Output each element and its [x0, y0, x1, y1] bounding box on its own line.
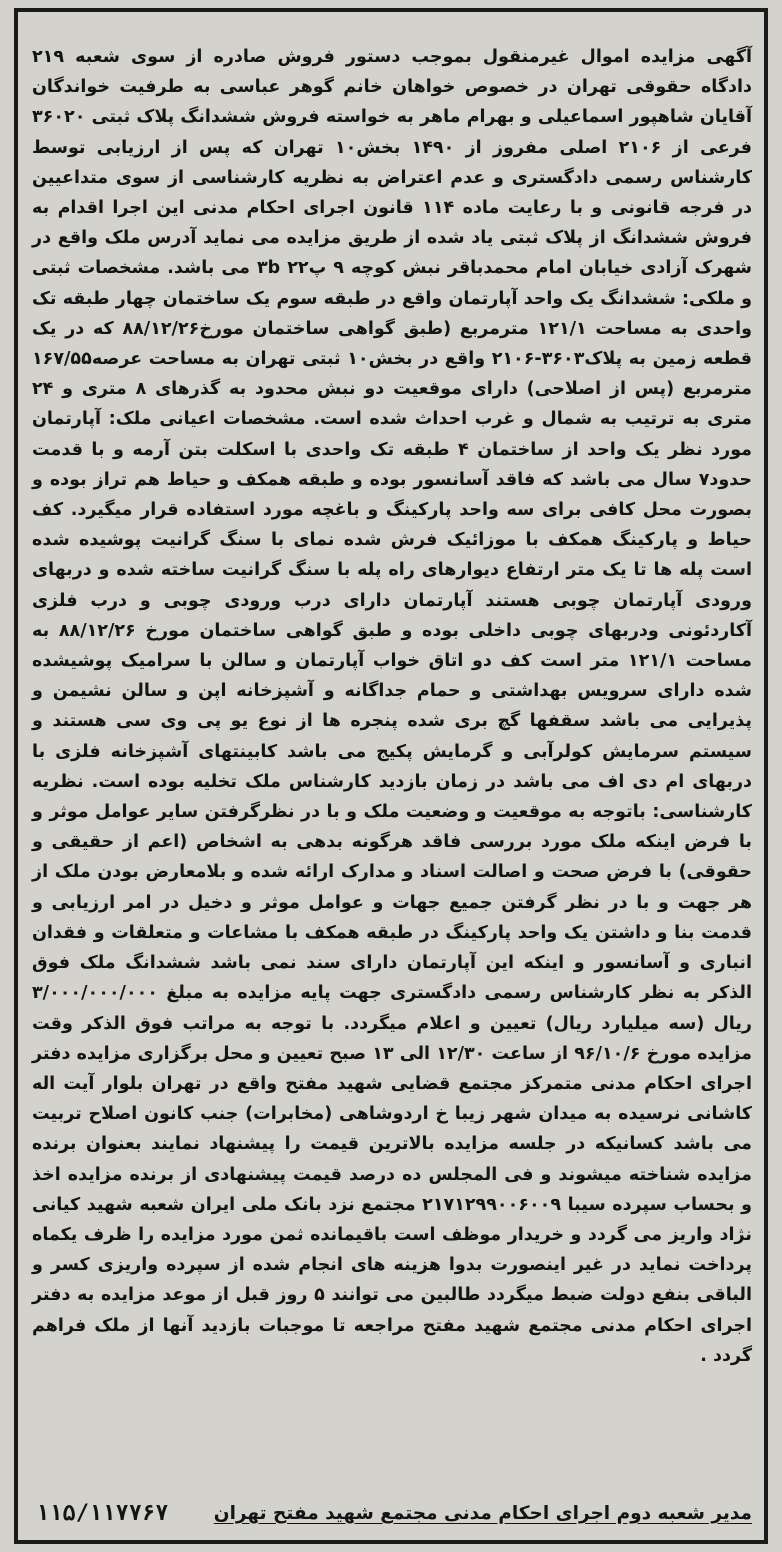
reference-number: ۱۱۵/۱۱۷۷۶۷: [36, 1500, 169, 1526]
notice-border: [14, 8, 768, 1544]
notice-footer: [36, 1496, 752, 1530]
notice-body: [32, 42, 752, 1371]
signature-line: مدیر شعبه دوم اجرای احکام مدنی مجتمع شهید مفتح تهران: [213, 1502, 752, 1524]
notice-paragraph: آگهی مزایده اموال غیرمنقول بموجب دستور فروش صادره از سوی شعبه ۲۱۹ دادگاه حقوقی تهران در خصوص خواهان خانم گوهر عباسی به طرفیت خواندگان آقایان شاهپور اسماعیلی و بهرام ماهر به خواسته فروش ششدانگ پلاک ثبتی ۳۶۰۲۰ فرعی از ۲۱۰۶ اصلی مفروز از ۱۴۹۰ بخش۱۰ تهران که پس از ارزیابی توسط کارشناس رسمی دادگستری و عدم اعتراض به نظریه کارشناسی از سوی متداعیین در فرجه قانونی و با رعایت ماده ۱۱۴ قانون اجرای احکام مدنی این اجرا اقدام به فروش ششدانگ از پلاک ثبتی یاد شده از طریق مزایده می نماید آدرس ملک واقع در شهرک آزادی خیابان امام محمدباقر نبش کوچه ۹ پ۲۲ ۳b می باشد. مشخصات ثبتی و ملکی: ششدانگ یک واحد آپارتمان واقع در طبقه سوم یک ساختمان چهار طبقه تک واحدی به مساحت ۱۲۱/۱ مترمربع (طبق گواهی ساختمان مورخ۸۸/۱۲/۲۶ که در یک قطعه زمین به پلاک۳۶۰۳-۲۱۰۶ واقع در بخش۱۰ ثبتی تهران به مساحت عرصه۱۶۷/۵۵ مترمربع (پس از اصلاحی) دارای موقعیت دو نبش محدود به گذرهای ۸ متری و ۲۴ متری به ترتیب به شمال و غرب احداث شده است. مشخصات اعیانی ملک: آپارتمان مورد نظر یک واحد از ساختمان ۴ طبقه تک واحدی با اسکلت بتن آرمه و با قدمت حدود۷ سال می باشد که فاقد آسانسور بوده و طبقه همکف و حیاط هم تراز بوده و بصورت محل کافی برای سه واحد پارکینگ و باغچه مورد استفاده قرار میگیرد. کف حیاط و پارکینگ همکف با موزائیک فرش شده نمای با سنگ گرانیت پوشیده شده است پله ها تا یک متر ارتفاع دیوارهای راه پله با سنگ گرانیت ساخته شده و دربهای ورودی آپارتمان چوبی هستند آپارتمان دارای درب ورودی چوبی و درب فلزی آکاردئونی ودربهای چوبی داخلی بوده و طبق گواهی ساختمان مورخ ۸۸/۱۲/۲۶ به مساحت ۱۲۱/۱ متر است کف دو اتاق خواب آپارتمان و سالن با سرامیک پوشیشده شده دارای سرویس بهداشتی و حمام جداگانه و آشپزخانه اپن و سالن نشیمن و پذیرایی می باشد سقفها گچ بری شده پنجره ها از نوع یو پی وی سی هستند و سیستم سرمایش کولرآبی و گرمایش پکیج می باشد کابینتهای آشپزخانه فلزی با دربهای ام دی اف می باشد در زمان بازدید کارشناس ملک تخلیه بوده است. نظریه کارشناسی: باتوجه به موقعیت و وضعیت ملک و با در نظرگرفتن سایر عوامل موثر و با فرض اینکه ملک مورد بررسی فاقد هرگونه بدهی به اشخاص (اعم از حقیقی و حقوقی) با فرض صحت و اصالت اسناد و مدارک ارائه شده و بلامعارض بودن ملک از هر جهت و با در نظر گرفتن جمیع جهات و عوامل موثر و دخیل در امر ارزیابی و قدمت بنا و داشتن یک واحد پارکینگ در طبقه همکف با مشاعات و متعلقات و فقدان انباری و آسانسور و اینکه این آپارتمان دارای سند نمی باشد ششدانگ ملک فوق الذکر به نظر کارشناس رسمی دادگستری جهت پایه مزایده به مبلغ ۳/۰۰۰/۰۰۰/۰۰۰ ریال (سه میلیارد ریال) تعیین و اعلام میگردد. با توجه به مراتب فوق الذکر وقت مزایده مورخ ۹۶/۱۰/۶ از ساعت ۱۲/۳۰ الی ۱۳ صبح تعیین و محل برگزاری مزایده دفتر اجرای احکام مدنی متمرکز مجتمع قضایی شهید مفتح واقع در تهران بلوار آیت اله کاشانی نرسیده به میدان شهر زیبا خ اردوشاهی (مخابرات) جنب کانون اصلاح تربیت می باشد کسانیکه در جلسه مزایده بالاترین قیمت را پیشنهاد نمایند بعنوان برنده مزایده شناخته میشوند و فی المجلس ده درصد قیمت پیشنهادی از برنده مزایده اخذ و بحساب سپرده سیبا ۲۱۷۱۲۹۹۰۰۶۰۰۹ مجتمع نزد بانک ملی ایران شعبه شهید کیانی نژاد واریز می گردد و خریدار موظف است باقیمانده ثمن مورد مزایده را ظرف یکماه پرداخت نماید در غیر اینصورت بدوا هزینه های انجام شده از سپرده واریزی کسر و الباقی بنفع دولت ضبط میگردد طالبین می توانند ۵ روز قبل از موعد مزایده به دفتر اجرای احکام مدنی مجتمع شهید مفتح مراجعه تا موجبات بازدید آنها از ملک فراهم گردد .: [32, 47, 753, 1366]
